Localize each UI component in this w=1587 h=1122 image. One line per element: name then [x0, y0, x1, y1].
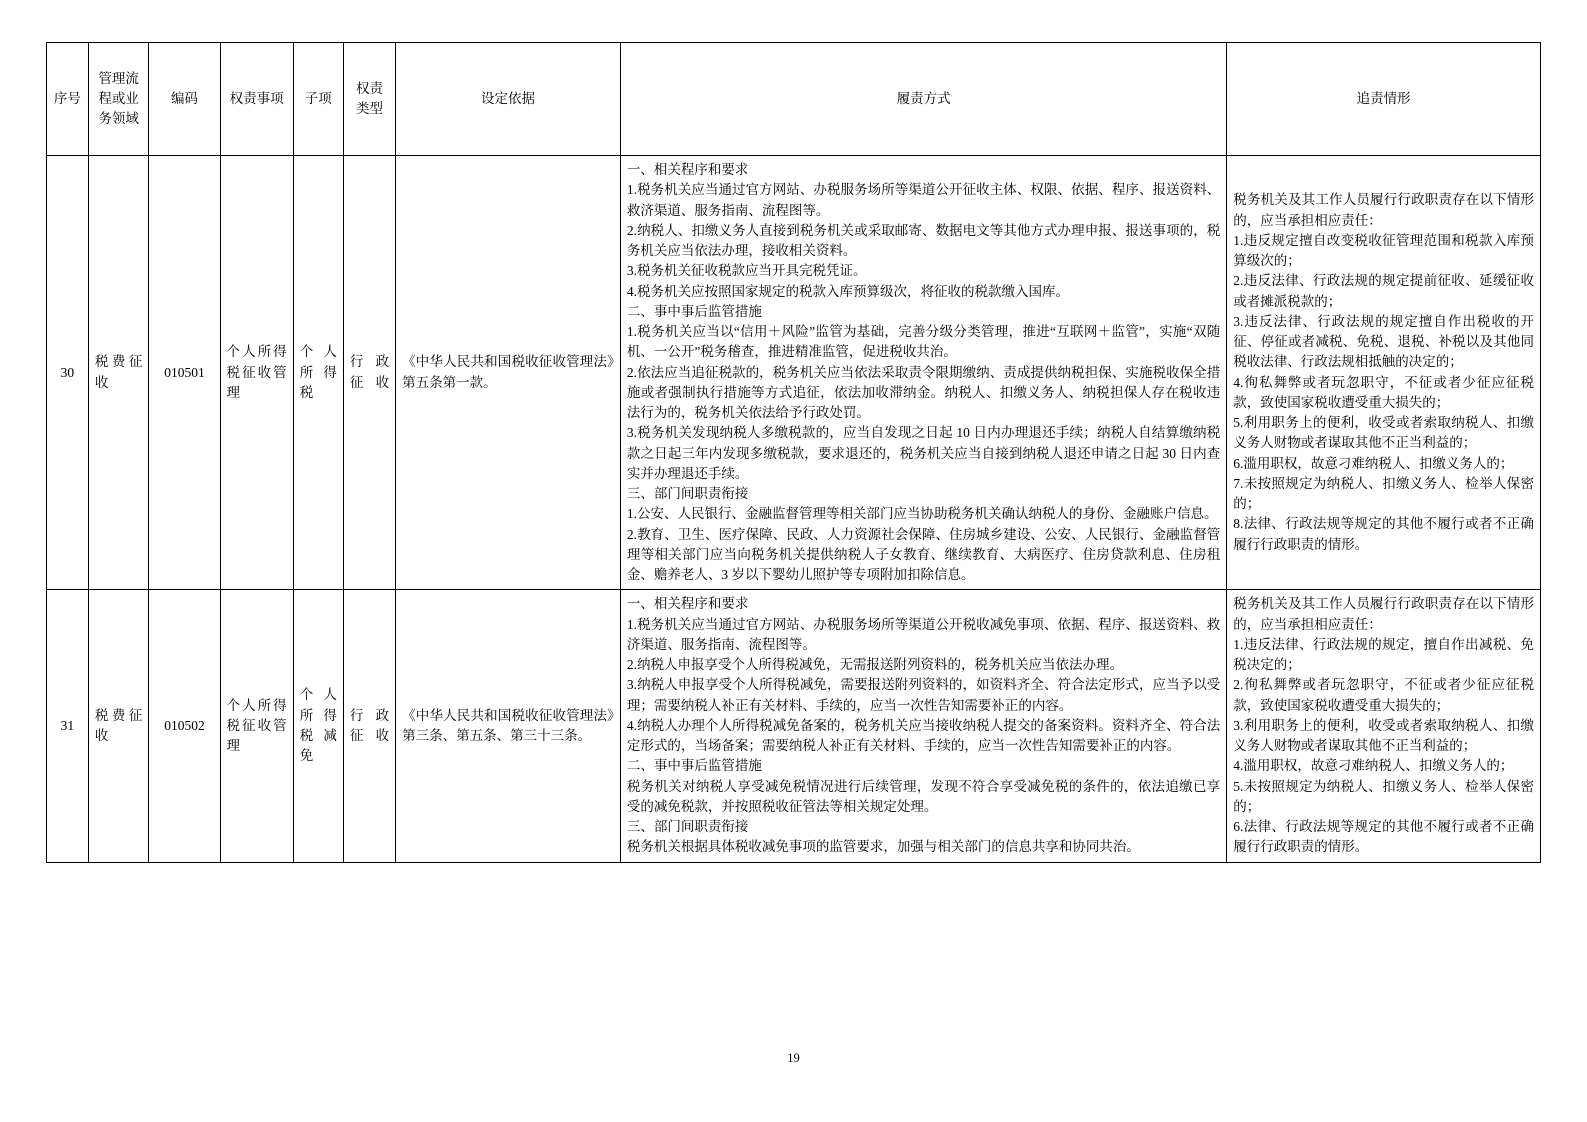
cell-domain: 税费征收 [88, 156, 149, 590]
column-header-type: 权责类型 [343, 43, 395, 156]
cell-type: 行政征收 [343, 156, 395, 590]
cell-seq: 30 [47, 156, 89, 590]
table-body [47, 156, 1541, 863]
cell-type: 行政征收 [343, 590, 395, 862]
table-header [47, 43, 1541, 156]
cell-code: 010501 [149, 156, 220, 590]
cell-accountability: 税务机关及其工作人员履行行政职责存在以下情形的，应当承担相应责任： 1.违反规定擅自改变税收征管理范围和税款入库预算级次的； 2.违反法律、行政法规的规定提前征收、延缓征收或者摊派税款的； 3.违反法律、行政法规的规定擅自作出税收的开征、停征或者减税、免税、退税、补税以及其他同税收法律、行政法规相抵触的决定的； 4.徇私舞弊或者玩忽职守，不征或者少征应征税款，致使国家税收遭受重大损失的； 5.利用职务上的便利，收受或者索取纳税人、扣缴义务人财物或者谋取其他不正当利益的； 6.滥用职权，故意刁难纳税人、扣缴义务人的； 7.未按照规定为纳税人、扣缴义务人、检举人保密的； 8.法律、行政法规等规定的其他不履行或者不正确履行行政职责的情形。 [1227, 156, 1541, 590]
cell-seq: 31 [47, 590, 89, 862]
cell-matter: 个人所得税征收管理 [220, 590, 293, 862]
cell-domain: 税费征收 [88, 590, 149, 862]
column-header-sub: 子项 [293, 43, 343, 156]
cell-basis: 《中华人民共和国税收征收管理法》第五条第一款。 [396, 156, 621, 590]
page-number: 19 [787, 1051, 800, 1065]
cell-matter: 个人所得税征收管理 [220, 156, 293, 590]
column-header-matter: 权责事项 [220, 43, 293, 156]
table-row [47, 156, 1541, 590]
cell-sub: 个人所得税 [293, 156, 343, 590]
cell-accountability: 税务机关及其工作人员履行行政职责存在以下情形的，应当承担相应责任： 1.违反法律、行政法规的规定，擅自作出减税、免税决定的； 2.徇私舞弊或者玩忽职守，不征或者少征应征税款，致使国家税收遭受重大损失的； 3.利用职务上的便利，收受或者索取纳税人、扣缴义务人财物或者谋取其他不正当利益的； 4.滥用职权，故意刁难纳税人、扣缴义务人的； 5.未按照规定为纳税人、扣缴义务人、检举人保密的； 6.法律、行政法规等规定的其他不履行或者不正确履行行政职责的情形。 [1227, 590, 1541, 862]
table-header-row [47, 43, 1541, 156]
column-header-domain: 管理流程或业务领域 [88, 43, 149, 156]
cell-perform: 一、相关程序和要求 1.税务机关应当通过官方网站、办税服务场所等渠道公开税收减免事项、依据、程序、报送资料、救济渠道、服务指南、流程图等。 2.纳税人申报享受个人所得税减免，无需报送附列资料的，税务机关应当依法办理。 3.纳税人申报享受个人所得税减免，需要报送附列资料的，如资料齐全、符合法定形式，应当予以受理；需要纳税人补正有关材料、手续的，应当一次性告知需要补正的内容。 4.纳税人办理个人所得税减免备案的，税务机关应当接收纳税人提交的备案资料。资料齐全、符合法定形式的，当场备案；需要纳税人补正有关材料、手续的，应当一次性告知需要补正的内容。 二、事中事后监管措施 税务机关对纳税人享受减免税情况进行后续管理，发现不符合享受减免税的条件的，依法追缴已享受的减免税款，并按照税收征管法等相关规定处理。 三、部门间职责衔接 税务机关根据具体税收减免事项的监管要求，加强与相关部门的信息共享和协同共治。 [620, 590, 1226, 862]
cell-basis: 《中华人民共和国税收征收管理法》第三条、第五条、第三十三条。 [396, 590, 621, 862]
cell-perform: 一、相关程序和要求 1.税务机关应当通过官方网站、办税服务场所等渠道公开征收主体、权限、依据、程序、报送资料、救济渠道、服务指南、流程图等。 2.纳税人、扣缴义务人直接到税务机关或采取邮寄、数据电文等其他方式办理申报、报送事项的，税务机关应当依法办理，接收相关资料。 3.税务机关征收税款应当开具完税凭证。 4.税务机关应按照国家规定的税款入库预算级次，将征收的税款缴入国库。 二、事中事后监管措施 1.税务机关应当以“信用＋风险”监管为基础，完善分级分类管理，推进“互联网＋监管”，实施“双随机、一公开”税务稽查，推进精准监管，促进税收共治。 2.依法应当追征税款的，税务机关应当依法采取责令限期缴纳、责成提供纳税担保、实施税收保全措施或者强制执行措施等方式追征，依法加收滞纳金。纳税人、扣缴义务人、纳税担保人存在税收违法行为的，税务机关依法给予行政处罚。 3.税务机关发现纳税人多缴税款的，应当自发现之日起 10 日内办理退还手续；纳税人自结算缴纳税款之日起三年内发现多缴税款，要求退还的，税务机关应当自接到纳税人退还申请之日起 30 日内查实并办理退还手续。 三、部门间职责衔接 1.公安、人民银行、金融监督管理等相关部门应当协助税务机关确认纳税人的身份、金融账户信息。 2.教育、卫生、医疗保障、民政、人力资源社会保障、住房城乡建设、公安、人民银行、金融监督管理等相关部门应当向税务机关提供纳税人子女教育、继续教育、大病医疗、住房贷款利息、住房租金、赡养老人、3 岁以下婴幼儿照护等专项附加扣除信息。 [620, 156, 1226, 590]
authority-responsibility-table [46, 42, 1541, 863]
cell-code: 010502 [149, 590, 220, 862]
column-header-accountability: 追责情形 [1227, 43, 1541, 156]
column-header-seq: 序号 [47, 43, 89, 156]
cell-sub: 个人所得税减免 [293, 590, 343, 862]
column-header-basis: 设定依据 [396, 43, 621, 156]
column-header-code: 编码 [149, 43, 220, 156]
table-row [47, 590, 1541, 862]
column-header-perform: 履责方式 [620, 43, 1226, 156]
